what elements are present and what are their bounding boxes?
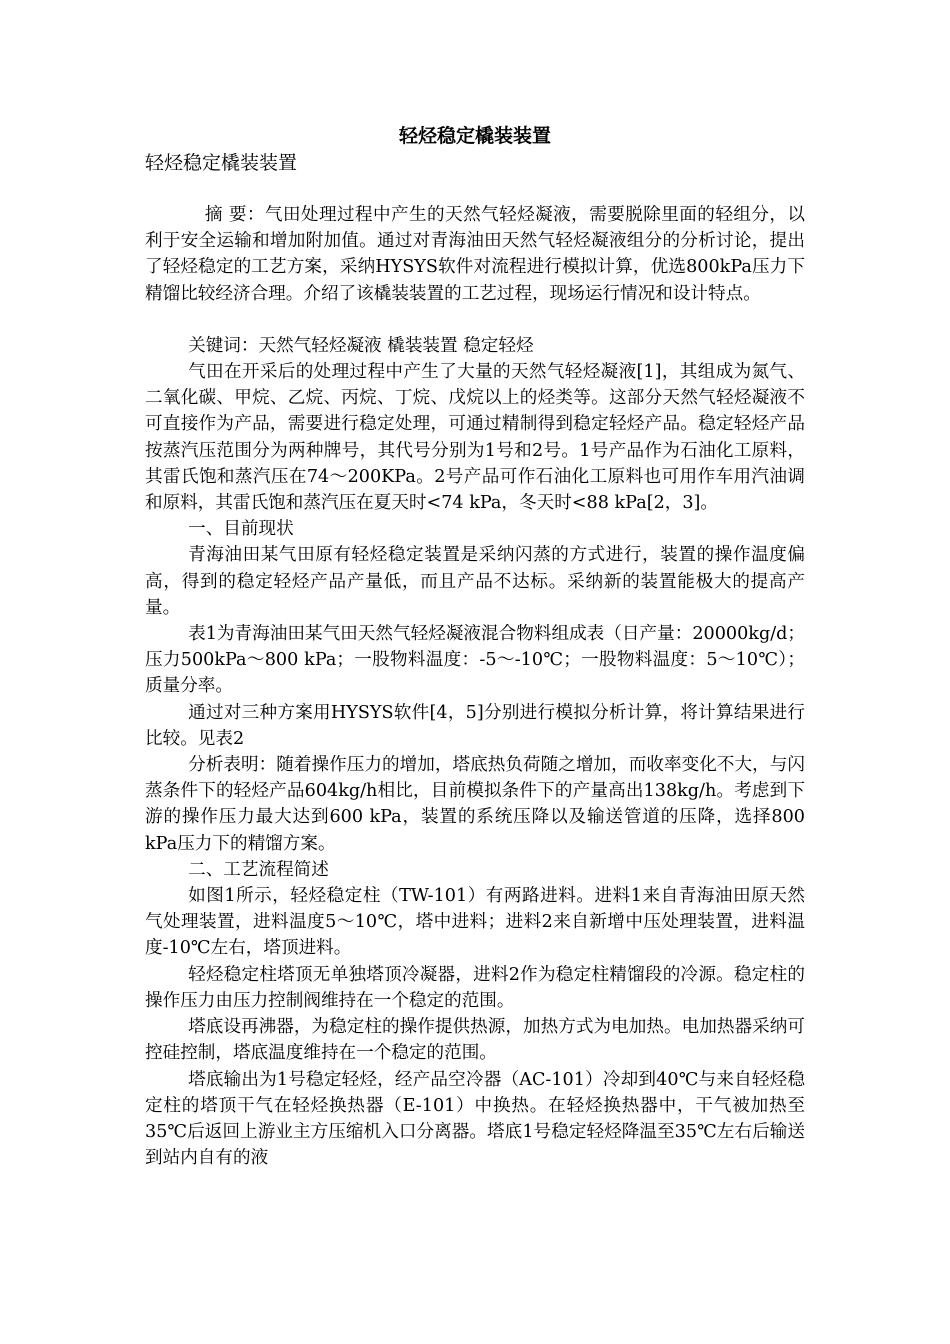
body-paragraph: 轻烃稳定柱塔顶无单独塔顶冷凝器，进料2作为稳定柱精馏段的冷源。稳定柱的操作压力由压力控制阀维持在一个稳定的范围。 [145, 964, 805, 1011]
blank-line [145, 176, 805, 202]
document-page [145, 122, 805, 1171]
body-paragraph: 分析表明：随着操作压力的增加，塔底热负荷随之增加，而收率变化不大，与闪蒸条件下的轻烃产品604kg/h相比，目前模拟条件下的产量高出138kg/h。考虑到下游的操作压力最大达到600 kPa，装置的系统压降以及输送管道的压降，选择800 kPa压力下的精馏方案。 [145, 755, 805, 854]
body-paragraph: 塔底设再沸器，为稳定柱的操作提供热源，加热方式为电加热。电加热器采纳可控硅控制，塔底温度维持在一个稳定的范围。 [145, 1017, 805, 1064]
body-paragraph: 表1为青海油田某气田天然气轻烃凝液混合物料组成表（日产量：20000kg/d；压力500kPa～800 kPa；一股物料温度：-5～-10℃；一股物料温度：5～10℃）；质量分率。 [145, 624, 805, 697]
body-paragraph: 青海油田某气田原有轻烃稳定装置是采纳闪蒸的方式进行，装置的操作温度偏高，得到的稳定轻烃产品产量低，而且产品不达标。采纳新的装置能极大的提高产量。 [145, 545, 805, 618]
document-subtitle: 轻烃稳定橇装装置 [145, 152, 298, 174]
blank-line [145, 307, 805, 333]
document-title: 轻烃稳定橇装装置 [398, 125, 551, 147]
body-paragraph: 塔底输出为1号稳定轻烃，经产品空冷器（AC-101）冷却到40℃与来自轻烃稳定柱的塔顶干气在轻烃换热器（E-101）中换热。在轻烃换热器中，干气被加热至35℃后返回上游业主方压缩机入口分离器。塔底1号稳定轻烃降温至35℃左右后输送到站内自有的液 [145, 1069, 805, 1169]
body-paragraph: 如图1所示，轻烃稳定柱（TW-101）有两路进料。进料1来自青海油田原天然气处理装置，进料温度5～10℃，塔中进料；进料2来自新增中压处理装置，进料温度-10℃左右，塔顶进料。 [145, 886, 805, 959]
intro-paragraph: 气田在开采后的处理过程中产生了大量的天然气轻烃凝液[1]，其组成为氮气、二氧化碳、甲烷、乙烷、丙烷、丁烷、戊烷以上的烃类等。这部分天然气轻烃凝液不可直接作为产品，需要进行稳定处理，可通过精制得到稳定轻烃产品。稳定轻烃产品按蒸汽压范围分为两种牌号，其代号分别为1号和2号。1号产品作为石油化工原料，其雷氏饱和蒸汽压在74～200KPa。2号产品可作石油化工原料也可用作车用汽油调和原料，其雷氏饱和蒸汽压在夏天时<74 kPa，冬天时<88 kPa[2，3]。 [145, 362, 805, 514]
section-heading-current-status: 一、目前现状 [188, 519, 294, 540]
abstract-paragraph: 摘 要：气田处理过程中产生的天然气轻烃凝液，需要脱除里面的轻组分，以利于安全运输和增加附加值。通过对青海油田天然气轻烃凝液组分的分析讨论，提出了轻烃稳定的工艺方案，采纳HYSYS软件对流程进行模拟计算，优选800kPa压力下精馏比较经济合理。介绍了该橇装装置的工艺过程，现场运行情况和设计特点。 [145, 205, 805, 304]
body-paragraph: 通过对三种方案用HYSYS软件[4，5]分别进行模拟分析计算，将计算结果进行比较。见表2 [145, 702, 805, 749]
keywords-line: 关键词：天然气轻烃凝液 橇装装置 稳定轻烃 [188, 335, 534, 356]
section-heading-process-flow: 二、工艺流程简述 [188, 859, 329, 880]
